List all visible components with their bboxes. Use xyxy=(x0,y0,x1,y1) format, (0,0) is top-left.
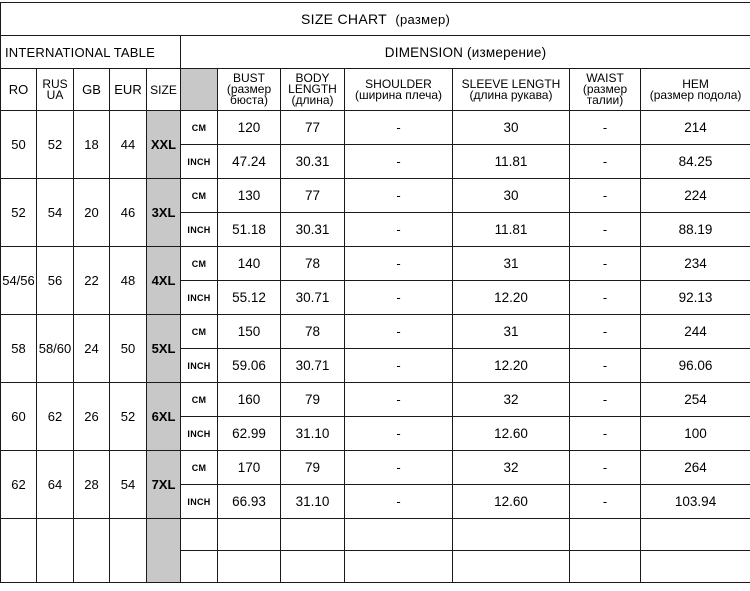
cell-hem: 214 xyxy=(641,111,750,145)
cell-size: XXL xyxy=(147,111,181,179)
cell-sleeve: 30 xyxy=(453,111,570,145)
cell-waist: - xyxy=(570,417,641,451)
empty-cell xyxy=(218,519,281,551)
cell-size: 3XL xyxy=(147,179,181,247)
cell-ro: 54/56 xyxy=(1,247,37,315)
cell-waist: - xyxy=(570,281,641,315)
cell-waist: - xyxy=(570,451,641,485)
cell-hem: 84.25 xyxy=(641,145,750,179)
col-sleeve-ru: (длина рукава) xyxy=(469,87,553,102)
cell-body: 78 xyxy=(281,247,345,281)
cell-unit: INCH xyxy=(181,145,218,179)
cell-sleeve: 11.81 xyxy=(453,145,570,179)
col-shoulder-ru: (ширина плеча) xyxy=(354,87,443,102)
cell-body: 31.10 xyxy=(281,485,345,519)
cell-hem: 254 xyxy=(641,383,750,417)
cell-bust: 62.99 xyxy=(218,417,281,451)
cell-gb: 18 xyxy=(74,111,110,179)
cell-shoulder: - xyxy=(345,111,453,145)
cell-gb: 26 xyxy=(74,383,110,451)
cell-sleeve: 31 xyxy=(453,315,570,349)
cell-unit: INCH xyxy=(181,485,218,519)
col-body-label: BODY xyxy=(295,71,330,85)
cell-shoulder: - xyxy=(345,383,453,417)
cell-hem: 100 xyxy=(641,417,750,451)
empty-cell xyxy=(570,519,641,551)
empty-cell xyxy=(218,551,281,583)
cell-bust: 120 xyxy=(218,111,281,145)
col-size: SIZE xyxy=(147,69,181,111)
cell-ro: 60 xyxy=(1,383,37,451)
empty-row xyxy=(1,519,750,551)
empty-cell xyxy=(641,519,750,551)
col-rus: RUS xyxy=(42,76,68,91)
chart-title-ru: (размер) xyxy=(395,12,451,27)
chart-title-main: SIZE CHART xyxy=(301,11,387,27)
cell-size: 6XL xyxy=(147,383,181,451)
cell-ro: 62 xyxy=(1,451,37,519)
cell-rus: 54 xyxy=(37,179,74,247)
cell-body: 79 xyxy=(281,383,345,417)
empty-cell xyxy=(281,551,345,583)
col-bust-ru2: бюста) xyxy=(230,93,268,107)
cell-shoulder: - xyxy=(345,281,453,315)
table-row xyxy=(1,383,750,417)
table-row xyxy=(1,179,750,213)
col-gb: GB xyxy=(74,69,110,111)
cell-unit: INCH xyxy=(181,281,218,315)
international-table-header: INTERNATIONAL TABLE xyxy=(1,36,181,69)
empty-cell xyxy=(453,519,570,551)
cell-unit: CM xyxy=(181,315,218,349)
cell-body: 77 xyxy=(281,179,345,213)
cell-hem: 88.19 xyxy=(641,213,750,247)
col-body-length xyxy=(281,69,345,111)
cell-shoulder: - xyxy=(345,145,453,179)
cell-size: 7XL xyxy=(147,451,181,519)
cell-bust: 140 xyxy=(218,247,281,281)
cell-shoulder: - xyxy=(345,349,453,383)
cell-ro: 52 xyxy=(1,179,37,247)
empty-cell xyxy=(345,519,453,551)
empty-cell xyxy=(641,551,750,583)
cell-gb: 20 xyxy=(74,179,110,247)
col-sleeve-length xyxy=(453,69,570,111)
empty-cell xyxy=(1,519,37,583)
cell-shoulder: - xyxy=(345,315,453,349)
cell-eur: 48 xyxy=(110,247,147,315)
col-waist xyxy=(570,69,641,111)
cell-bust: 51.18 xyxy=(218,213,281,247)
cell-body: 30.31 xyxy=(281,213,345,247)
chart-title xyxy=(1,3,750,36)
col-hem xyxy=(641,69,750,111)
cell-rus: 56 xyxy=(37,247,74,315)
cell-unit: CM xyxy=(181,179,218,213)
cell-eur: 50 xyxy=(110,315,147,383)
cell-shoulder: - xyxy=(345,179,453,213)
col-bust xyxy=(218,69,281,111)
empty-cell xyxy=(570,551,641,583)
cell-unit: CM xyxy=(181,451,218,485)
size-chart-table xyxy=(0,2,750,583)
table-row xyxy=(1,315,750,349)
cell-hem: 92.13 xyxy=(641,281,750,315)
cell-body: 30.71 xyxy=(281,281,345,315)
col-ro: RO xyxy=(1,69,37,111)
dimension-header: DIMENSION (измерение) xyxy=(181,36,750,69)
cell-gb: 24 xyxy=(74,315,110,383)
cell-hem: 103.94 xyxy=(641,485,750,519)
cell-shoulder: - xyxy=(345,485,453,519)
cell-sleeve: 11.81 xyxy=(453,213,570,247)
cell-body: 31.10 xyxy=(281,417,345,451)
cell-shoulder: - xyxy=(345,417,453,451)
cell-bust: 130 xyxy=(218,179,281,213)
cell-body: 79 xyxy=(281,451,345,485)
cell-waist: - xyxy=(570,383,641,417)
empty-cell xyxy=(281,519,345,551)
cell-hem: 264 xyxy=(641,451,750,485)
cell-bust: 160 xyxy=(218,383,281,417)
cell-bust: 170 xyxy=(218,451,281,485)
cell-waist: - xyxy=(570,111,641,145)
cell-eur: 54 xyxy=(110,451,147,519)
col-waist-ru2: талии) xyxy=(586,93,624,107)
col-body-ru: (длина) xyxy=(291,93,334,107)
cell-waist: - xyxy=(570,145,641,179)
cell-gb: 22 xyxy=(74,247,110,315)
cell-rus: 52 xyxy=(37,111,74,179)
empty-size-cell xyxy=(147,519,181,583)
cell-gb: 28 xyxy=(74,451,110,519)
cell-sleeve: 12.60 xyxy=(453,417,570,451)
cell-waist: - xyxy=(570,247,641,281)
col-hem-label: HEM xyxy=(682,76,709,91)
col-shoulder xyxy=(345,69,453,111)
cell-sleeve: 32 xyxy=(453,451,570,485)
cell-bust: 66.93 xyxy=(218,485,281,519)
cell-body: 77 xyxy=(281,111,345,145)
empty-cell xyxy=(453,551,570,583)
cell-hem: 224 xyxy=(641,179,750,213)
cell-unit: CM xyxy=(181,247,218,281)
empty-cell xyxy=(110,519,147,583)
cell-waist: - xyxy=(570,485,641,519)
col-bust-label: BUST xyxy=(232,71,265,85)
cell-bust: 150 xyxy=(218,315,281,349)
col-sleeve-label: SLEEVE LENGTH xyxy=(461,76,561,91)
cell-rus: 64 xyxy=(37,451,74,519)
col-rus-ua xyxy=(37,69,74,111)
cell-eur: 52 xyxy=(110,383,147,451)
cell-body: 78 xyxy=(281,315,345,349)
cell-eur: 46 xyxy=(110,179,147,247)
cell-sleeve: 12.60 xyxy=(453,485,570,519)
cell-unit: CM xyxy=(181,383,218,417)
cell-hem: 96.06 xyxy=(641,349,750,383)
cell-waist: - xyxy=(570,349,641,383)
cell-hem: 244 xyxy=(641,315,750,349)
empty-cell xyxy=(181,551,218,583)
cell-bust: 59.06 xyxy=(218,349,281,383)
cell-rus: 58/60 xyxy=(37,315,74,383)
table-row xyxy=(1,247,750,281)
col-waist-ru1: (размер xyxy=(582,82,628,96)
cell-waist: - xyxy=(570,213,641,247)
cell-sleeve: 12.20 xyxy=(453,349,570,383)
cell-bust: 55.12 xyxy=(218,281,281,315)
empty-cell xyxy=(74,519,110,583)
cell-hem: 234 xyxy=(641,247,750,281)
cell-eur: 44 xyxy=(110,111,147,179)
cell-size: 5XL xyxy=(147,315,181,383)
cell-sleeve: 30 xyxy=(453,179,570,213)
cell-body: 30.71 xyxy=(281,349,345,383)
cell-body: 30.31 xyxy=(281,145,345,179)
col-hem-ru: (размер подола) xyxy=(649,87,742,102)
empty-cell xyxy=(181,519,218,551)
col-bust-ru1: (размер xyxy=(226,82,272,96)
cell-rus: 62 xyxy=(37,383,74,451)
col-unit-header xyxy=(181,69,218,111)
table-row xyxy=(1,451,750,485)
col-ua: UA xyxy=(46,87,64,102)
empty-cell xyxy=(345,551,453,583)
cell-sleeve: 12.20 xyxy=(453,281,570,315)
cell-shoulder: - xyxy=(345,213,453,247)
cell-sleeve: 32 xyxy=(453,383,570,417)
cell-sleeve: 31 xyxy=(453,247,570,281)
col-shoulder-label: SHOULDER xyxy=(365,76,432,91)
cell-waist: - xyxy=(570,179,641,213)
col-eur: EUR xyxy=(110,69,147,111)
col-body-label2: LENGTH xyxy=(288,82,337,96)
cell-unit: INCH xyxy=(181,417,218,451)
cell-ro: 58 xyxy=(1,315,37,383)
cell-unit: CM xyxy=(181,111,218,145)
col-waist-label: WAIST xyxy=(586,71,624,85)
cell-shoulder: - xyxy=(345,451,453,485)
cell-unit: INCH xyxy=(181,213,218,247)
cell-waist: - xyxy=(570,315,641,349)
cell-ro: 50 xyxy=(1,111,37,179)
table-row xyxy=(1,111,750,145)
cell-shoulder: - xyxy=(345,247,453,281)
empty-cell xyxy=(37,519,74,583)
cell-size: 4XL xyxy=(147,247,181,315)
cell-bust: 47.24 xyxy=(218,145,281,179)
cell-unit: INCH xyxy=(181,349,218,383)
